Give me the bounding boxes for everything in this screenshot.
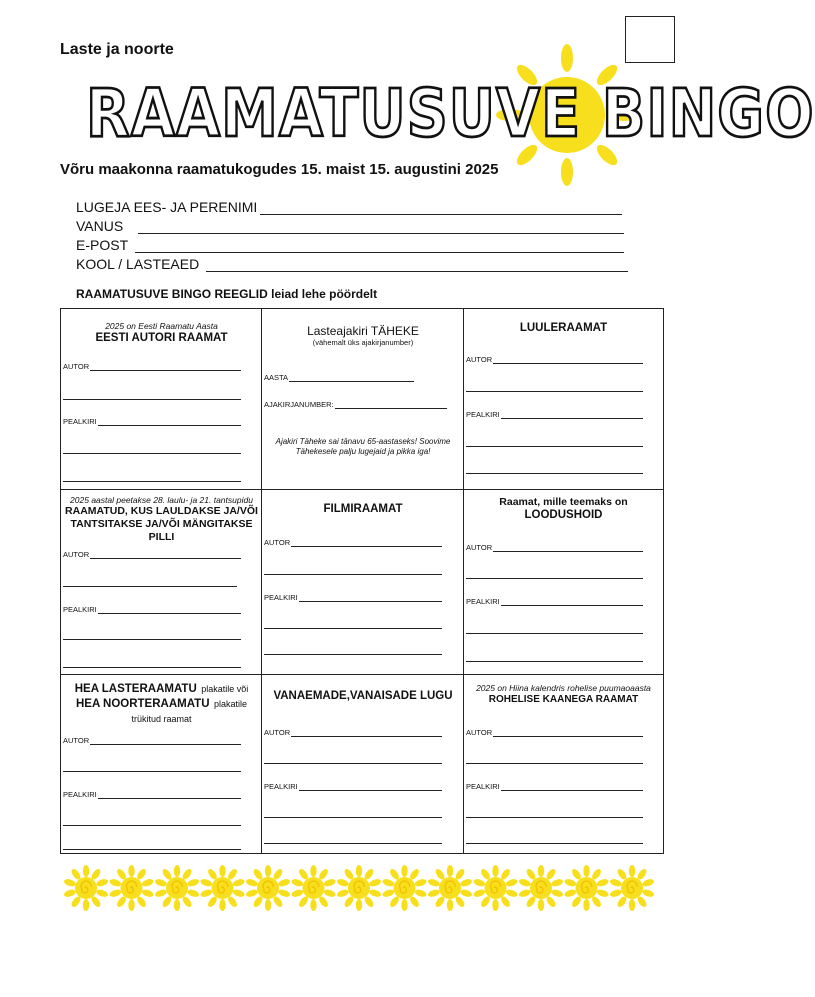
title-line[interactable] (466, 817, 643, 818)
sun-icon (518, 865, 564, 911)
sun-icon (427, 865, 473, 911)
title-field[interactable]: PEALKIRI (63, 605, 241, 614)
author-field[interactable]: AUTOR (63, 736, 241, 745)
author-line[interactable] (466, 763, 643, 764)
cell-note: 2025 aastal peetakse 28. laulu- ja 21. tantsupidu (70, 495, 253, 505)
bingo-cell-nature (464, 490, 663, 675)
cell-heading: ROHELISE KAANEGA RAAMAT (488, 694, 639, 705)
sun-icon (609, 865, 655, 911)
title-line[interactable] (63, 849, 241, 850)
sun-icon (291, 865, 337, 911)
author-line[interactable] (63, 399, 241, 400)
title-line[interactable] (63, 667, 241, 668)
title-line[interactable] (466, 473, 643, 474)
bingo-cell-film (262, 490, 464, 675)
cell-heading: Lasteajakiri TÄHEKE (307, 324, 419, 338)
name-field[interactable] (76, 196, 636, 215)
bingo-cell-estonian-author (61, 309, 262, 490)
title-banner (82, 62, 815, 162)
bingo-grid (60, 308, 664, 854)
cell-heading: EESTI AUTORI RAAMAT (95, 332, 228, 344)
cell-subnote: (vähemalt üks ajakirjanumber) (312, 338, 414, 347)
sun-icon (564, 865, 610, 911)
title-line[interactable] (466, 633, 643, 634)
bingo-cell-grandparents (262, 675, 464, 853)
age-field[interactable] (76, 215, 636, 234)
author-line[interactable] (466, 391, 643, 392)
sun-icon (336, 865, 382, 911)
cell-note: 2025 on Eesti Raamatu Aasta (105, 321, 218, 331)
title-line[interactable] (63, 825, 241, 826)
title-field[interactable]: PEALKIRI (466, 410, 643, 419)
cell-heading-b: LOODUSHOID (524, 509, 603, 521)
email-field[interactable] (76, 234, 636, 253)
cell-heading: LUULERAAMAT (519, 322, 608, 334)
year-field[interactable]: AASTA (264, 373, 414, 382)
sun-icon (245, 865, 291, 911)
bingo-cell-green-cover (464, 675, 663, 853)
title-field[interactable]: PEALKIRI (264, 593, 442, 602)
cell-note: 2025 on Hiina kalendris rohelise puumaoaasta (476, 683, 651, 693)
cell-heading: FILMIRAAMAT (323, 503, 403, 515)
name-label: LUGEJA EES- JA PERENIMI (76, 199, 258, 215)
bingo-cell-song-dance (61, 490, 262, 675)
title-line[interactable] (264, 654, 442, 655)
sun-icon (109, 865, 155, 911)
title-line[interactable] (264, 628, 442, 629)
author-field[interactable]: AUTOR (264, 538, 442, 547)
title-field[interactable]: PEALKIRI (63, 417, 241, 426)
author-line[interactable] (63, 586, 237, 587)
sun-icon (63, 865, 109, 911)
cell-heading: RAAMATUD, KUS LAULDAKSE JA/VÕI TANTSITAKSE JA/VÕI MÄNGITAKSE PILLI (65, 505, 258, 543)
author-field[interactable]: AUTOR (264, 728, 442, 737)
title-line[interactable] (466, 843, 643, 844)
subtitle: Laste ja noorte (60, 41, 174, 58)
title-field[interactable]: PEALKIRI (466, 782, 643, 791)
author-field[interactable]: AUTOR (466, 728, 643, 737)
title-field[interactable]: PEALKIRI (63, 790, 241, 799)
bingo-cell-poster-book (61, 675, 262, 853)
school-label: KOOL / LASTEAED (76, 256, 200, 272)
cell-heading: VANAEMADE,VANAISADE LUGU (273, 690, 453, 702)
sun-icon (382, 865, 428, 911)
title-line[interactable] (264, 817, 442, 818)
cell-heading: HEA LASTERAAMATU plakatile või HEA NOORTERAAMATU plakatile trükitud raamat (74, 683, 249, 724)
author-field[interactable]: AUTOR (63, 362, 241, 371)
age-label: VANUS (76, 218, 124, 234)
author-line[interactable] (63, 771, 241, 772)
sun-icon (154, 865, 200, 911)
title-line[interactable] (63, 639, 241, 640)
author-field[interactable]: AUTOR (63, 550, 241, 559)
title-line[interactable] (466, 661, 643, 662)
cell-heading-a: Raamat, mille teemaks on (499, 496, 628, 508)
title-line[interactable] (466, 446, 643, 447)
email-label: E-POST (76, 237, 129, 253)
reader-form (76, 196, 636, 272)
author-line[interactable] (466, 578, 643, 579)
bingo-cell-poetry (464, 309, 663, 490)
rules-note: RAAMATUSUVE BINGO REEGLID leiad lehe pöördelt (76, 287, 378, 301)
school-field[interactable] (76, 253, 636, 272)
date-range: Võru maakonna raamatukogudes 15. maist 15. augustini 2025 (60, 161, 499, 178)
title-line[interactable] (63, 481, 241, 482)
title-field[interactable]: PEALKIRI (264, 782, 442, 791)
sun-icon (200, 865, 246, 911)
sun-border (62, 864, 662, 914)
cell-footer: Ajakiri Täheke sai tänavu 65-aastaseks! Soovime Tähekesele palju lugejaid ja pikka iga! (275, 437, 451, 456)
title-line[interactable] (264, 843, 442, 844)
issue-field[interactable]: AJAKIRJANUMBER: (264, 400, 447, 409)
title-line[interactable] (63, 453, 241, 454)
main-title: RAAMATUSUVE BINGO (86, 76, 815, 152)
bingo-cell-taheke (262, 309, 464, 490)
author-field[interactable]: AUTOR (466, 355, 643, 364)
author-line[interactable] (264, 574, 442, 575)
title-field[interactable]: PEALKIRI (466, 597, 643, 606)
author-line[interactable] (264, 763, 442, 764)
author-field[interactable]: AUTOR (466, 543, 643, 552)
sun-icon (473, 865, 519, 911)
